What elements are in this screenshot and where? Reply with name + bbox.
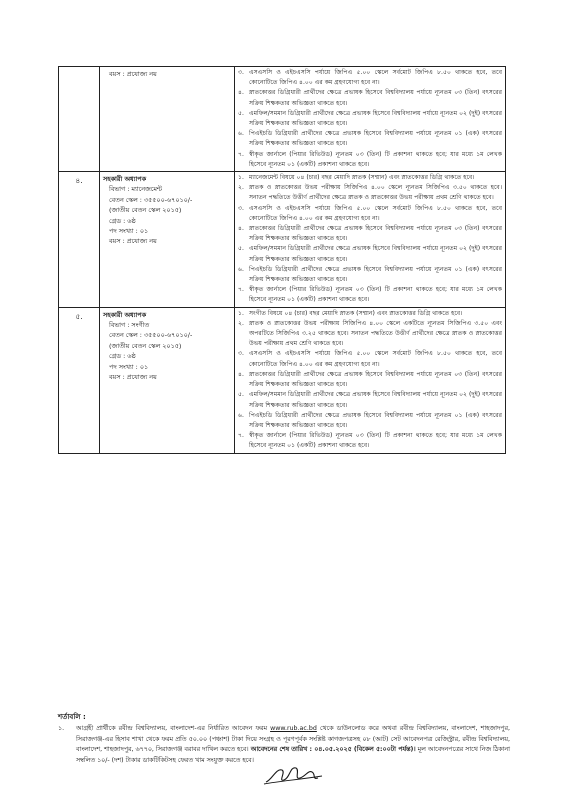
requirement-number: ৩. (238, 204, 244, 212)
requirement-text: এমফিল/সমমান ডিগ্রিধারী প্রার্থীদের ক্ষেত্রে প্রভাষক হিসেবে বিশ্ববিদ্যালয় পর্যায়ে ন্যূনতম ০২ (দুই) বৎসরের সক্রিয় শিক্ষকতার অভিজ্ঞতা থাকতে হবে। (249, 245, 502, 263)
requirement-number: ৫. (238, 391, 244, 399)
requirement-number: ৪. (238, 370, 244, 378)
requirement-number: ২. (238, 184, 244, 192)
position-detail: (জাতীয় বেতন স্কেল ২০১৫) (109, 206, 182, 215)
requirements-cell (235, 307, 506, 453)
requirement-item (238, 285, 502, 305)
position-detail: বয়স : প্রযোজ্য নয় (109, 373, 157, 382)
term-text-part1: আগ্রহী প্রার্থীকে রবীন্দ্র বিশ্ববিদ্যালয়, বাংলাদেশ-এর নির্ধারিত আবেদন ফরম (76, 725, 271, 733)
requirement-text: এসএসসি ও এইচএসসি পর্যায়ে জিপিএ ৫.০০ স্কেলে সর্বমোট জিপিএ ৮.৫০ থাকতে হবে, তবে কোনোটিতে জিপিএ ৪.০০ এর কম গ্রহণযোগ্য হবে না। (249, 350, 502, 368)
term-text-part3: মূল আবেদনপত্রের সাথে নিজ ঠিকানা সম্বলিত ১০/- (দশ) টাকার ডাকটিকিটসহ ফেরত খাম সংযুক্ত করতে হবে। (76, 746, 510, 764)
table-row (59, 307, 506, 453)
position-detail: বেতন স্কেল : ৩৫৫০০-৬৭০১০/- (109, 331, 193, 340)
position-title: সহকারী অধ্যাপক (103, 310, 147, 319)
requirement-text: স্বীকৃত জার্নালে (পিয়ার রিভিউড) ন্যূনতম ০৩ (তিন) টি প্রকাশনা থাকতে হবে; যার মধ্যে ১ম লেখক হিসেবে ন্যূনতম ০১ (একটি) প্রকাশনা থাকতে হবে। (249, 150, 502, 168)
position-cell (100, 172, 235, 308)
serial-number-cell (59, 67, 100, 172)
requirement-text: স্নাতকোত্তর ডিগ্রিধারী প্রার্থীদের ক্ষেত্রে প্রভাষক হিসেবে বিশ্ববিদ্যালয় পর্যায়ে ন্যূনতম ০৩ (তিন) বৎসরের সক্রিয় শিক্ষকতার অভিজ্ঞতা থাকতে হবে। (249, 89, 502, 107)
terms-section (58, 712, 510, 766)
position-detail: বিভাগ : ম্যানেজমেন্ট (109, 185, 162, 194)
requirement-text: পিএইচডি ডিগ্রিধারী প্রার্থীদের ক্ষেত্রে প্রভাষক হিসেবে বিশ্ববিদ্যালয় পর্যায়ে ন্যূনতম ০১ (এক) বৎসরের সক্রিয় শিক্ষকতার অভিজ্ঞতা থাকতে হবে। (249, 265, 502, 284)
requirement-item (238, 390, 502, 410)
requirement-text: এমফিল/সমমান ডিগ্রিধারী প্রার্থীদের ক্ষেত্রে প্রভাষক হিসেবে বিশ্ববিদ্যালয় পর্যায়ে ন্যূনতম ০২ (দুই) বৎসরের সক্রিয় শিক্ষকতার অভিজ্ঞতা থাকতে হবে। (249, 109, 502, 128)
requirement-text: স্নাতকোত্তর ডিগ্রিধারী প্রার্থীদের ক্ষেত্রে প্রভাষক হিসেবে বিশ্ববিদ্যালয় পর্যায়ে ন্যূনতম ০৩ (তিন) বৎসরের সক্রিয় শিক্ষকতার অভিজ্ঞতা থাকতে হবে। (249, 225, 502, 243)
website-link[interactable]: www.rub.ac.bd (270, 725, 317, 733)
requirement-text: পিএইচডি ডিগ্রিধারী প্রার্থীদের ক্ষেত্রে প্রভাষক হিসেবে বিশ্ববিদ্যালয় পর্যায়ে ন্যূনতম ০১ (এক) বৎসরের সক্রিয় শিক্ষকতার অভিজ্ঞতা থাকতে হবে। (249, 130, 502, 148)
recruitment-table-body (59, 67, 506, 454)
position-detail: (জাতীয় বেতন স্কেল ২০১৫) (109, 341, 182, 350)
requirement-text: এসএসসি ও এইচএসসি পর্যায়ে জিপিএ ৫.০০ স্কেলে সর্বমোট জিপিএ ৮.৫০ থাকতে হবে, তবে কোনোটিতে জিপিএ ৪.০০ এর কম গ্রহণযোগ্য হবে না। (249, 204, 502, 222)
requirement-item (238, 309, 502, 319)
table-row (59, 67, 506, 172)
requirement-text: স্বীকৃত জার্নালে (পিয়ার রিভিউড) ন্যূনতম ০৩ (তিন) টি প্রকাশনা থাকতে হবে; যার মধ্যে ১ম লেখক হিসেবে ন্যূনতম ০১ (একটি) প্রকাশনা থাকতে হবে। (249, 432, 502, 450)
requirement-number: ৫. (238, 245, 244, 253)
position-cell (100, 67, 235, 172)
requirement-item (238, 224, 502, 244)
requirement-item (238, 411, 502, 431)
requirement-item (238, 349, 502, 369)
requirement-number: ৬. (238, 265, 244, 273)
requirement-item (238, 265, 502, 285)
requirement-item (238, 431, 502, 451)
requirement-text: ম্যানেজমেন্ট বিষয়ে ০৪ (চার) বছর মেয়াদি স্নাতক (সম্মান) এবং স্নাতকোত্তর ডিগ্রি থাকতে হবে। (249, 174, 475, 182)
requirement-text: এমফিল/সমমান ডিগ্রিধারী প্রার্থীদের ক্ষেত্রে প্রভাষক হিসেবে বিশ্ববিদ্যালয় পর্যায়ে ন্যূনতম ০২ (দুই) বৎসরের সক্রিয় শিক্ষকতার অভিজ্ঞতা থাকতে হবে। (249, 391, 502, 409)
requirement-number: ৬. (238, 130, 244, 138)
requirement-item (238, 183, 502, 203)
requirement-item (238, 319, 502, 350)
requirement-number: ৭. (238, 432, 244, 440)
requirement-text: পিএইচডি ডিগ্রিধারী প্রার্থীদের ক্ষেত্রে প্রভাষক হিসেবে বিশ্ববিদ্যালয় পর্যায়ে ন্যূনতম ০১ (এক) বৎসরের সক্রিয় শিক্ষকতার অভিজ্ঞতা থাকতে হবে। (249, 411, 502, 429)
position-detail: গ্রেড : ৬ষ্ঠ (109, 216, 136, 225)
requirement-number: ৩. (238, 69, 244, 76)
requirement-item (238, 68, 502, 88)
requirement-item (238, 88, 502, 108)
requirement-text: স্বীকৃত জার্নালে (পিয়ার রিভিউড) ন্যূনতম ০৩ (তিন) টি প্রকাশনা থাকতে হবে; যার মধ্যে ১ম লেখক হিসেবে ন্যূনতম ০১ (একটি) প্রকাশনা থাকতে হবে। (249, 286, 502, 304)
recruitment-table (58, 66, 506, 454)
deadline-text: আবেদনের শেষ তারিখ : ০৪.০৫.২০২৫ (বিকেল ৫:০০টা পর্যন্ত)। (250, 746, 416, 754)
requirement-text: স্নাতক ও স্নাতকোত্তর উভয় পরীক্ষায় সিজিপিএ ৪.০০ স্কেলে একটিতে ন্যূনতম সিজিপিএ ৩.৫০ এবং অপরটিতে সিজিপিএ ৩.২৫ থাকতে হবে। সনাতন পদ্ধতিতে উত্তীর্ণ প্রার্থীদের ক্ষেত্রে স্নাতক ও স্নাতকোত্তর উভয় পরীক্ষায় প্রথম শ্রেণি থাকতে হবে। (249, 319, 502, 348)
position-cell (100, 307, 235, 453)
position-detail: বিভাগ : সংগীত (109, 321, 150, 330)
requirement-text: সংগীত বিষয়ে ০৪ (চার) বছর মেয়াদি স্নাতক (সম্মান) এবং স্নাতকোত্তর ডিগ্রি থাকতে হবে। (249, 309, 463, 317)
requirement-item (238, 244, 502, 264)
requirement-text: স্নাতক ও স্নাতকোত্তর উভয় পরীক্ষায় সিজিপিএ ৪.০০ স্কেলে ন্যূনতম সিজিপিএ ৩.৫০ থাকতে হবে। সনাতন পদ্ধতিতে উত্তীর্ণ প্রার্থীদের ক্ষেত্রে স্নাতক ও স্নাতকোত্তর উভয় পরীক্ষায় প্রথম শ্রেণি থাকতে হবে। (249, 184, 502, 202)
requirement-number: ৪. (238, 225, 244, 233)
serial-number-cell: ৪. (59, 172, 100, 308)
signature (262, 760, 324, 788)
position-detail: পদ সংখ্যা : ০১ (109, 227, 149, 236)
requirement-item (238, 173, 502, 183)
table-row (59, 172, 506, 308)
requirement-item (238, 109, 502, 129)
requirement-item (238, 129, 502, 149)
requirement-number: ৩. (238, 350, 244, 358)
requirement-number: ৬. (238, 411, 244, 419)
requirement-item (238, 150, 502, 170)
requirement-number: ৭. (238, 286, 244, 294)
terms-heading: শর্তাবলি : (58, 713, 86, 721)
requirement-number: ৪. (238, 89, 244, 97)
requirement-number: ২. (238, 319, 244, 327)
requirement-number: ৫. (238, 109, 244, 117)
requirement-number: ১. (238, 309, 244, 317)
position-detail: বয়স : প্রযোজ্য নয় (109, 237, 157, 246)
position-detail: বয়স : প্রযোজ্য নয় (109, 70, 157, 78)
requirement-number: ৭. (238, 150, 244, 158)
requirements-cell (235, 172, 506, 308)
term-text-part2: থেকে ডাউনলোড করে অথবা রবীন্দ্র বিশ্ববিদ্যালয়, বাংলাদেশ, শাহজাদপুর, সিরাজগঞ্জ-এর হিসাব শাখা থেকে ফরম প্রতি ৫০.০০ (পঞ্চাশ) টাকা দিয়ে সংগ্রহ ও পূরণপূর্বক সংশ্লিষ্ট কাগজপত্রসহ ০৮ (আট) সেট আবেদনপত্র রেজিস্ট্রার, রবীন্দ্র বিশ্ববিদ্যালয়, বাংলাদেশ, শাহজাদপুর, ৬৭৭০, সিরাজগঞ্জ বরাবর দাখিল করতে হবে। (76, 725, 510, 754)
position-detail: বেতন স্কেল : ৩৫৫০০-৬৭০১০/- (109, 195, 193, 204)
position-detail: গ্রেড : ৬ষ্ঠ (109, 352, 136, 361)
requirement-text: স্নাতকোত্তর ডিগ্রিধারী প্রার্থীদের ক্ষেত্রে প্রভাষক হিসেবে বিশ্ববিদ্যালয় পর্যায়ে ন্যূনতম ০৩ (তিন) বৎসরের সক্রিয় শিক্ষকতার অভিজ্ঞতা থাকতে হবে। (249, 370, 502, 389)
term-number: ১. (58, 725, 65, 733)
requirement-item (238, 370, 502, 390)
requirement-item (238, 204, 502, 224)
position-title: সহকারী অধ্যাপক (103, 175, 147, 184)
requirement-text: এসএসসি ও এইচএসসি পর্যায়ে জিপিএ ৫.০০ স্কেলে সর্বমোট জিপিএ ৮.৫০ থাকতে হবে, তবে কোনোটিতে জিপিএ ৪.০০ এর কম গ্রহণযোগ্য হবে না। (249, 69, 502, 87)
position-detail: পদ সংখ্যা : ০১ (109, 362, 149, 371)
requirement-number: ১. (238, 174, 244, 182)
serial-number-cell: ৫. (59, 307, 100, 453)
requirements-cell (235, 67, 506, 172)
